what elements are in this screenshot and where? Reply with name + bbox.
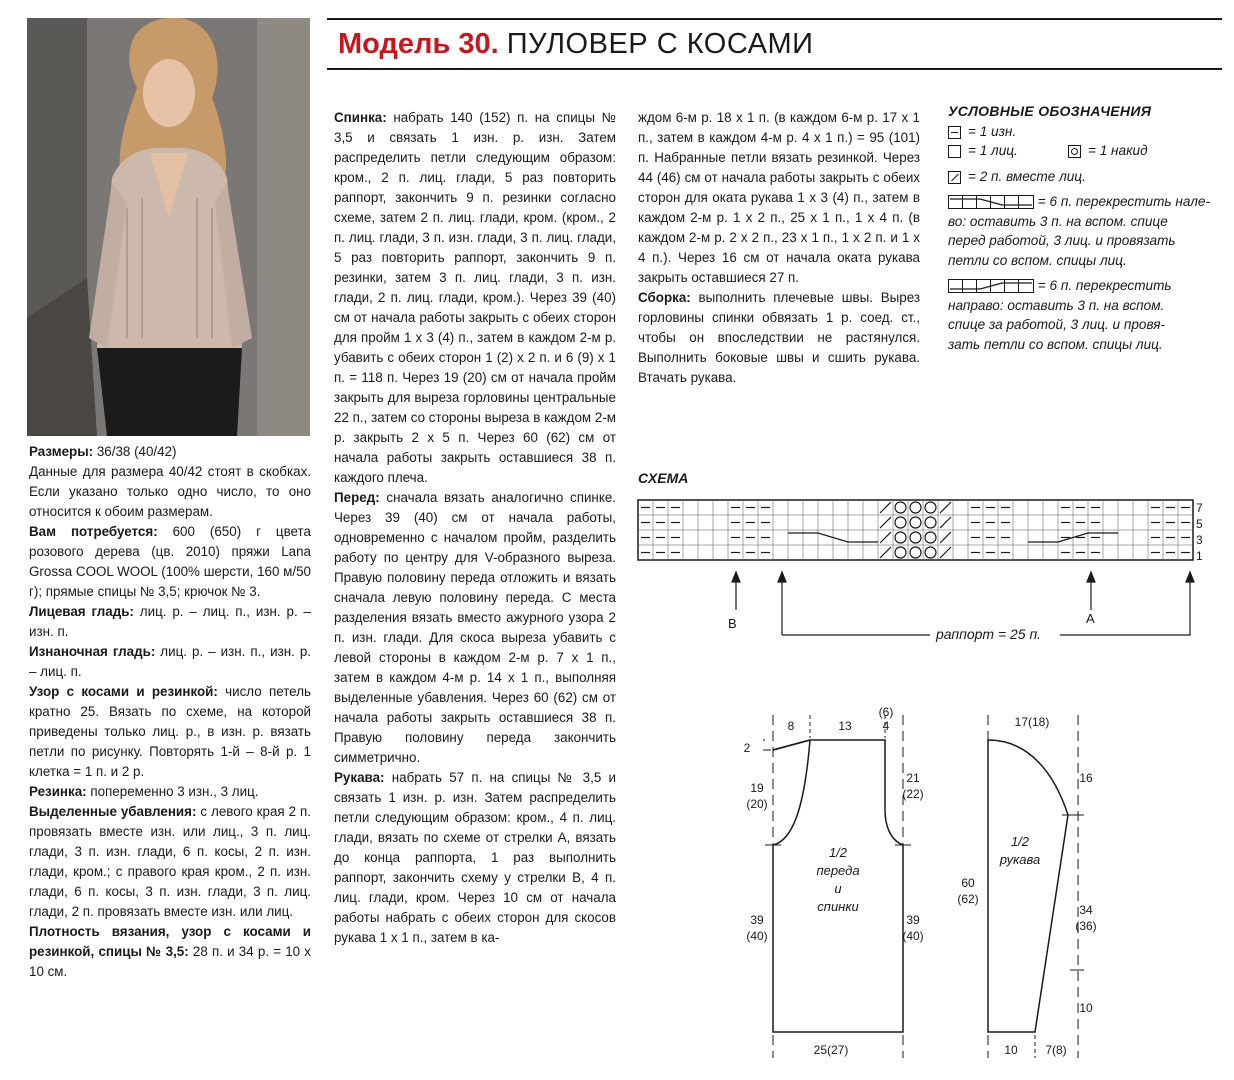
knit-symbol-icon xyxy=(948,145,961,158)
legend-text: спице за работой, 3 лиц. и провя- xyxy=(948,317,1166,332)
cable-right-symbol-icon xyxy=(948,279,1034,293)
paragraph-heading: Плотность вязания, узор с косами и резинкой, спицы № 3,5: xyxy=(29,924,311,959)
measure-6: (6) xyxy=(878,705,894,719)
paragraph xyxy=(638,108,920,288)
paragraph-heading: Выделенные убавления: xyxy=(29,804,197,819)
paragraph-text: набрать 57 п. на спицы № 3,5 и связать 1 изн. р. изн. Затем распределить петли следующим образом: кром., 4 п. лиц. глади, вязать по схеме от стрелки А, вязать до конца раппорта, 1 раз выполнить раппорт, закончить схему у стрелки В, 4 п. лиц. глади, кром. Через 10 см от начала работы набрать с обеих сторон для скосов рукава 1 х 1 п., затем в ка- xyxy=(334,770,616,945)
row-numbers xyxy=(1196,501,1203,563)
sleeve-measurements xyxy=(957,715,1096,1057)
arrow-b-head-icon xyxy=(732,572,740,582)
title-rule-bottom xyxy=(327,68,1222,70)
paragraph-text: число петель кратно 25. Вязать по схеме, на которой приведены только лиц. р., в изн. р. вязать петли по рисунку. Повторять 1-й – 8-й р. 1 клетка = 1 п. и 2 р. xyxy=(29,684,311,779)
measure-39-left: 39 xyxy=(750,913,764,927)
model-number: Модель 30. xyxy=(338,28,499,60)
measure-36: (36) xyxy=(1075,919,1097,933)
legend-text: = 6 п. перекрестить xyxy=(1037,278,1172,293)
paragraph-heading: Резинка: xyxy=(29,784,87,799)
text-column-1 xyxy=(29,442,311,982)
paragraph-text: 36/38 (40/42) xyxy=(93,444,177,459)
page-title xyxy=(338,24,813,64)
measure-60: 60 xyxy=(961,876,975,890)
model-photo xyxy=(27,18,310,436)
paragraph-heading: Вам потребуется: xyxy=(29,524,158,539)
sleeve-outline xyxy=(988,740,1068,1032)
row-number: 3 xyxy=(1196,533,1203,547)
paragraph xyxy=(29,462,311,522)
body-ticks xyxy=(765,715,911,845)
paragraph-text: ждом 6-м р. 18 х 1 п. (в каждом 6-м р. 17 х 1 п., затем в каждом 4-м р. 4 х 1 п.) = 95 (101) п. Набранные петли вязать резинкой. Через 44 (46) см от начала работы закрыть с обеих сторон для оката рукава 1 х 3 (4) п., затем в каждом 2-м р. 1 х 2 п., 25 х 1 п., 1 х 4 п. (в каждом 2-м р. 2 х 2 п., 23 х 1 п., 1 х 2 п. и 1 х 4 п.). Через 16 см от начала оката рукава закрыть оставшиеся 27 п. xyxy=(638,110,920,285)
sleeve-label-line: 1/2 xyxy=(1010,834,1030,849)
body-label-line: и xyxy=(834,881,842,896)
paragraph-text: лиц. р. – изн. п., изн. р. – лиц. п. xyxy=(29,644,312,679)
legend-text: = 2 п. вместе лиц. xyxy=(968,168,1086,184)
paragraph xyxy=(334,488,616,768)
paragraph xyxy=(334,108,616,488)
paragraph-heading: Спинка: xyxy=(334,110,387,125)
model-name: ПУЛОВЕР С КОСАМИ xyxy=(506,28,814,60)
paragraph-heading: Изнаночная гладь: xyxy=(29,644,156,659)
measure-13: 13 xyxy=(838,719,852,733)
measure-21: 21 xyxy=(906,771,920,785)
legend-text: = 1 лиц. xyxy=(968,143,1018,158)
legend-item-cable-right xyxy=(948,276,1228,354)
cable-left-symbol-icon xyxy=(948,195,1034,209)
paragraph-text: 28 п. и 34 р. = 10 х 10 см. xyxy=(29,944,311,979)
arrow-a-head-icon xyxy=(1087,572,1095,582)
measure-7: 7(8) xyxy=(1045,1043,1067,1057)
measure-4: 4 xyxy=(882,719,890,733)
measure-20: (20) xyxy=(746,797,768,811)
paragraph xyxy=(638,288,920,388)
paragraph-heading: Сборка: xyxy=(638,290,691,305)
paragraph-heading: Размеры: xyxy=(29,444,94,459)
paragraph xyxy=(334,768,616,948)
legend-heading: УСЛОВНЫЕ ОБОЗНАЧЕНИЯ xyxy=(948,103,1152,119)
paragraph-text: 600 (650) г цвета розового дерева (цв. 2010) пряжи Lana Grossa COOL WOOL (100% шерсти, 160 м/50 г); прямые спицы № 3,5; крючок № 3. xyxy=(29,524,311,599)
measure-2: 2 xyxy=(743,741,751,755)
rapport-label: раппорт = 25 п. xyxy=(936,626,1042,642)
schema-title: СХЕМА xyxy=(638,470,689,486)
legend-text: перед работой, 3 лиц. и провязать xyxy=(948,233,1176,248)
paragraph-text: набрать 140 (152) п. на спицы № 3,5 и связать 1 изн. р. изн. Затем распределить петли следующим образом: кром., 2 п. лиц. глади, 5 раз повторить раппорт, закончить 9 п. резинки согласно схеме, затем 2 п. лиц. глади, кром. (кром., 2 п. лиц. глади, 3 п. изн. глади, 3 п. лиц. глади, 5 раз повторить раппорт, закончить 9 п. резинки, затем 3 п. лиц. глади, 3 п. изн. глади, 2 п. лиц. глади, кром.). Через 39 (40) см от начала работы закрыть с обеих сторон для пройм 1 х 3 (4) п., затем в каждом 2-м р. убавить с обеих сторон 1 (2) х 2 п. и 6 (9) х 1 п. = 118 п. Через 19 (20) см от начала пройм закрыть для выреза горловины центральные 22 п., затем со стороны выреза в каждом 2-м р. закрыть 2 х 5 п. Через 60 (62) см от начала работы закрыть оставшиеся 38 п. каждого плеча. xyxy=(334,110,616,485)
measure-34: 34 xyxy=(1079,903,1093,917)
measure-39-right: 39 xyxy=(906,913,920,927)
measure-19: 19 xyxy=(750,781,764,795)
body-guide-lines xyxy=(763,715,903,1058)
paragraph-text: сначала вязать аналогично спинке. Через 39 (40) см от начала работы, одновременно с началом пройм, разделить работу по центру для V-образного выреза. Правую половину переда отложить и вязать сначала левую половину переда. С места разделения вязать вместо ажурного узора 2 п. изн. глади. Для скоса выреза убавить с левой стороны в каждом 2-м р. 7 х 1 п., затем в каждом 4-м р. 14 х 1 п., выполняя выделенные убавления. Через 60 (62) см от начала работы закрыть оставшиеся 38 п. Правую половину переда закончить симметрично. xyxy=(334,490,616,765)
paragraph xyxy=(29,682,311,782)
rapport-arrow-right-icon xyxy=(1186,572,1194,582)
measure-40-left: (40) xyxy=(746,929,768,943)
paragraph-text: лиц. р. – лиц. п., изн. р. – изн. п. xyxy=(29,604,311,639)
rapport-arrow-left-icon xyxy=(778,572,786,582)
measure-25: 25(27) xyxy=(813,1043,849,1057)
body-pattern xyxy=(735,700,950,1060)
paragraph xyxy=(29,782,311,802)
paragraph xyxy=(29,602,311,642)
legend-item-cable-left xyxy=(948,192,1228,270)
title-rule-top xyxy=(327,18,1222,20)
measure-16: 16 xyxy=(1079,771,1093,785)
legend-item-two-together xyxy=(948,167,1228,187)
paragraph xyxy=(29,442,311,462)
legend-text: = 1 накид xyxy=(1088,143,1148,158)
paragraph xyxy=(29,802,311,922)
legend-text: зать петли со вспом. спицы лиц. xyxy=(948,336,1163,352)
legend-item-lic xyxy=(948,141,1228,161)
legend-text: во: оставить 3 п. на вспом. спице xyxy=(948,213,1168,229)
sleeve-pattern xyxy=(950,700,1105,1060)
measure-22: (22) xyxy=(902,787,924,801)
paragraph-text: с левого края 2 п. провязать вместе изн. или лиц., 3 п. лиц. глади, 3 п. изн. глади, 6 п. косы, 2 п. изн. глади, кром.; с правого края кром., 2 п. изн. глади, 6 п. косы, 3 п. изн. глади, 3 п. лиц. глади, 2 п. провязать вместе изн. или лиц. xyxy=(29,804,311,919)
paragraph-text: Данные для размера 40/42 стоят в скобках. Если указано только одно число, то оно относится к обоим размерам. xyxy=(29,464,311,519)
legend-text: направо: оставить 3 п. на вспом. xyxy=(948,297,1165,313)
legend-text: = 6 п. перекрестить нале- xyxy=(1037,194,1210,209)
legend-item-nakid xyxy=(1068,141,1148,161)
knitting-chart xyxy=(630,490,1220,645)
yarn-over-symbol-icon xyxy=(1068,145,1081,158)
paragraph-heading: Перед: xyxy=(334,490,380,505)
measure-62: (62) xyxy=(957,892,979,906)
row-number: 5 xyxy=(1196,517,1203,531)
measure-10-right: 10 xyxy=(1079,1001,1093,1015)
legend-text: петли со вспом. спицы лиц. xyxy=(948,252,1127,268)
sleeve-label xyxy=(999,834,1040,867)
body-label xyxy=(816,845,859,914)
paragraph-text: попеременно 3 изн., 3 лиц. xyxy=(86,784,259,799)
legend-text: = 1 изн. xyxy=(968,123,1017,139)
body-label-line: переда xyxy=(816,863,860,878)
paragraph xyxy=(29,922,311,982)
paragraph xyxy=(29,642,311,682)
measure-40-right: (40) xyxy=(902,929,924,943)
row-number: 7 xyxy=(1196,501,1203,515)
legend-item-izn xyxy=(948,122,1228,142)
arrow-a-label: А xyxy=(1086,611,1095,626)
symbol-legend xyxy=(948,102,1228,354)
paragraph-heading: Узор с косами и резинкой: xyxy=(29,684,218,699)
sleeve-ticks xyxy=(1035,815,1084,1058)
purl-symbol-icon xyxy=(948,126,961,139)
body-label-line: спинки xyxy=(817,899,859,914)
paragraph-heading: Рукава: xyxy=(334,770,385,785)
measure-17: 17(18) xyxy=(1014,715,1050,729)
paragraph xyxy=(29,522,311,602)
model-photo-illustration xyxy=(27,18,310,436)
text-column-3 xyxy=(638,108,920,388)
row-number: 1 xyxy=(1196,549,1203,563)
knit-two-together-symbol-icon xyxy=(948,171,961,184)
measure-8: 8 xyxy=(787,719,795,733)
sleeve-guide-lines xyxy=(988,715,1078,1058)
shoulder-line xyxy=(773,740,810,750)
paragraph-heading: Лицевая гладь: xyxy=(29,604,134,619)
paragraph-text: выполнить плечевые швы. Вырез горловины спинки обвязать 1 р. соед. ст., чтобы он впоследствии не растянулся. Выполнить боковые швы и сшить рукава. Втачать рукава. xyxy=(638,290,920,385)
sleeve-label-line: рукава xyxy=(999,852,1041,867)
text-column-2 xyxy=(334,108,616,948)
measure-10-bottom: 10 xyxy=(1004,1043,1018,1057)
body-label-line: 1/2 xyxy=(828,845,848,860)
arrow-b-label: В xyxy=(728,616,737,631)
